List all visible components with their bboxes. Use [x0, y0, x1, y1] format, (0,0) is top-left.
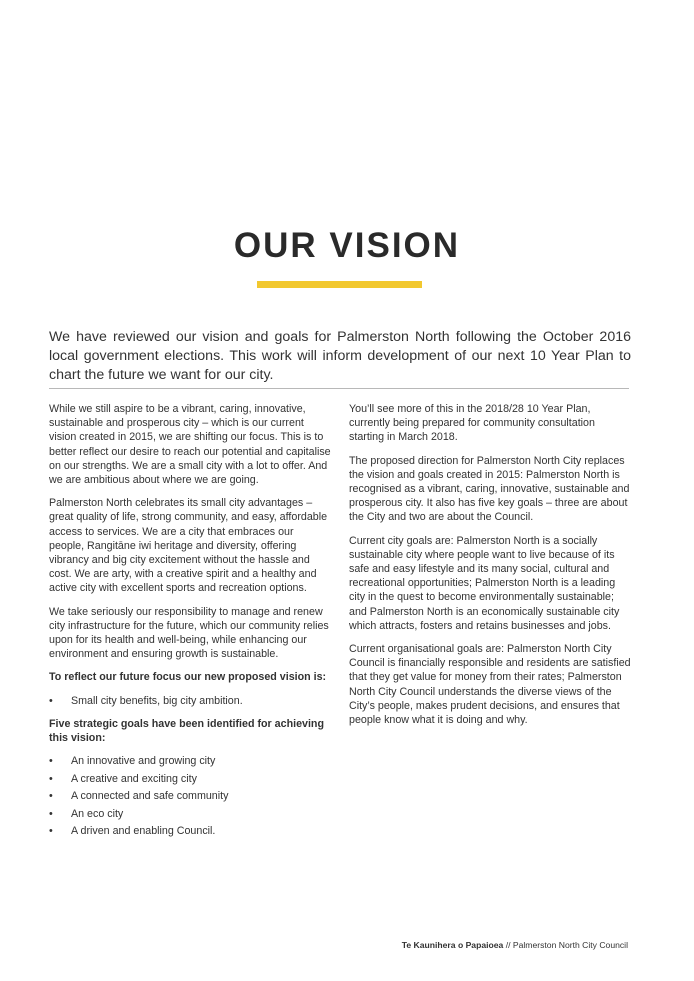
footer-separator: //	[503, 940, 513, 950]
goal-item-text: An innovative and growing city	[71, 755, 216, 768]
page-title: OUR VISION	[233, 226, 461, 265]
goal-item-text: A creative and exciting city	[71, 772, 197, 785]
bullet-icon: •	[49, 825, 53, 838]
left-paragraph-1: While we still aspire to be a vibrant, caring, innovative, sustainable and prosperous city – which is our current vision created in 2015, we are shifting our focus. This is to better reflect our desire to reach our potential and capitalise on our strengths. We are a small city with a lot to offer. And we are ambitious about where we are going.	[49, 403, 331, 487]
left-paragraph-2: Palmerston North celebrates its small city advantages – great quality of life, strong community, and easy, affordable access to services. We are a city that embraces our people, Rangitāne iwi heritage and diversity, offering vibrancy and big city excitement without the hassle and cost. We are arty, with a creative spirit and a healthy and active city with excellent sports and recreation options.	[49, 497, 328, 595]
right-column	[349, 402, 631, 736]
right-paragraph-3: Current city goals are: Palmerston North is a socially sustainable city where people want to live because of its safe and easy lifestyle and its many social, cultural and recreational opportunities; Palmerston North is a leading city in the quest to become environmentally sustainable; and Palmerston North is an economically sustainable city which attracts, fosters and retains businesses and jobs.	[349, 534, 620, 632]
bullet-icon: •	[49, 807, 53, 820]
intro-paragraph: We have reviewed our vision and goals for Palmerston North following the October 2016 local government elections. This work will inform development of our next 10 Year Plan to chart the future we want for our city.	[49, 329, 631, 383]
vision-item	[49, 694, 331, 708]
goal-item-text: A connected and safe community	[71, 790, 229, 803]
vision-item-text: Small city benefits, big city ambition.	[71, 694, 243, 707]
goal-item-text: A driven and enabling Council.	[71, 825, 216, 838]
bullet-icon: •	[49, 755, 53, 768]
title-underline	[257, 281, 422, 288]
right-paragraph-1: You’ll see more of this in the 2018/28 10 Year Plan, currently being prepared for community consultation starting in March 2018.	[349, 403, 595, 444]
goal-item	[49, 772, 331, 786]
goal-item	[49, 754, 331, 768]
bullet-icon: •	[49, 772, 53, 785]
right-paragraph-4: Current organisational goals are: Palmerston North City Council is financially responsible and residents are satisfied that they get value for money from their rates; Palmerston North City Council understands the diverse views of the City’s people, makes prudent decisions, and ensures that people know what it is doing and why.	[349, 643, 631, 727]
goal-item-text: An eco city	[71, 807, 124, 820]
footer-council-name: Palmerston North City Council	[512, 940, 628, 950]
goal-item	[49, 824, 331, 838]
section-divider	[49, 388, 629, 389]
goal-item	[49, 789, 331, 803]
goal-item	[49, 807, 331, 821]
left-paragraph-3: We take seriously our responsibility to manage and renew city infrastructure for the future, which our community relies upon for its health and well-being, while enhancing our environment and ensuring growth is sustainable.	[49, 605, 329, 661]
page-footer	[402, 940, 628, 950]
right-paragraph-2: The proposed direction for Palmerston North City replaces the vision and goals created in 2015: Palmerston North is recognised as a vibrant, caring, innovative, sustainable and prosperous city. It also has five key goals – three are about the City and two are about the Council.	[349, 454, 630, 524]
left-column	[49, 402, 331, 847]
vision-list	[49, 694, 331, 708]
vision-heading: To reflect our future focus our new proposed vision is:	[49, 671, 327, 684]
bullet-icon: •	[49, 694, 53, 707]
footer-maori-name: Te Kaunihera o Papaioea	[401, 940, 504, 950]
goals-heading: Five strategic goals have been identified for achieving this vision:	[49, 717, 324, 745]
bullet-icon: •	[49, 790, 53, 803]
goals-list	[49, 754, 331, 838]
